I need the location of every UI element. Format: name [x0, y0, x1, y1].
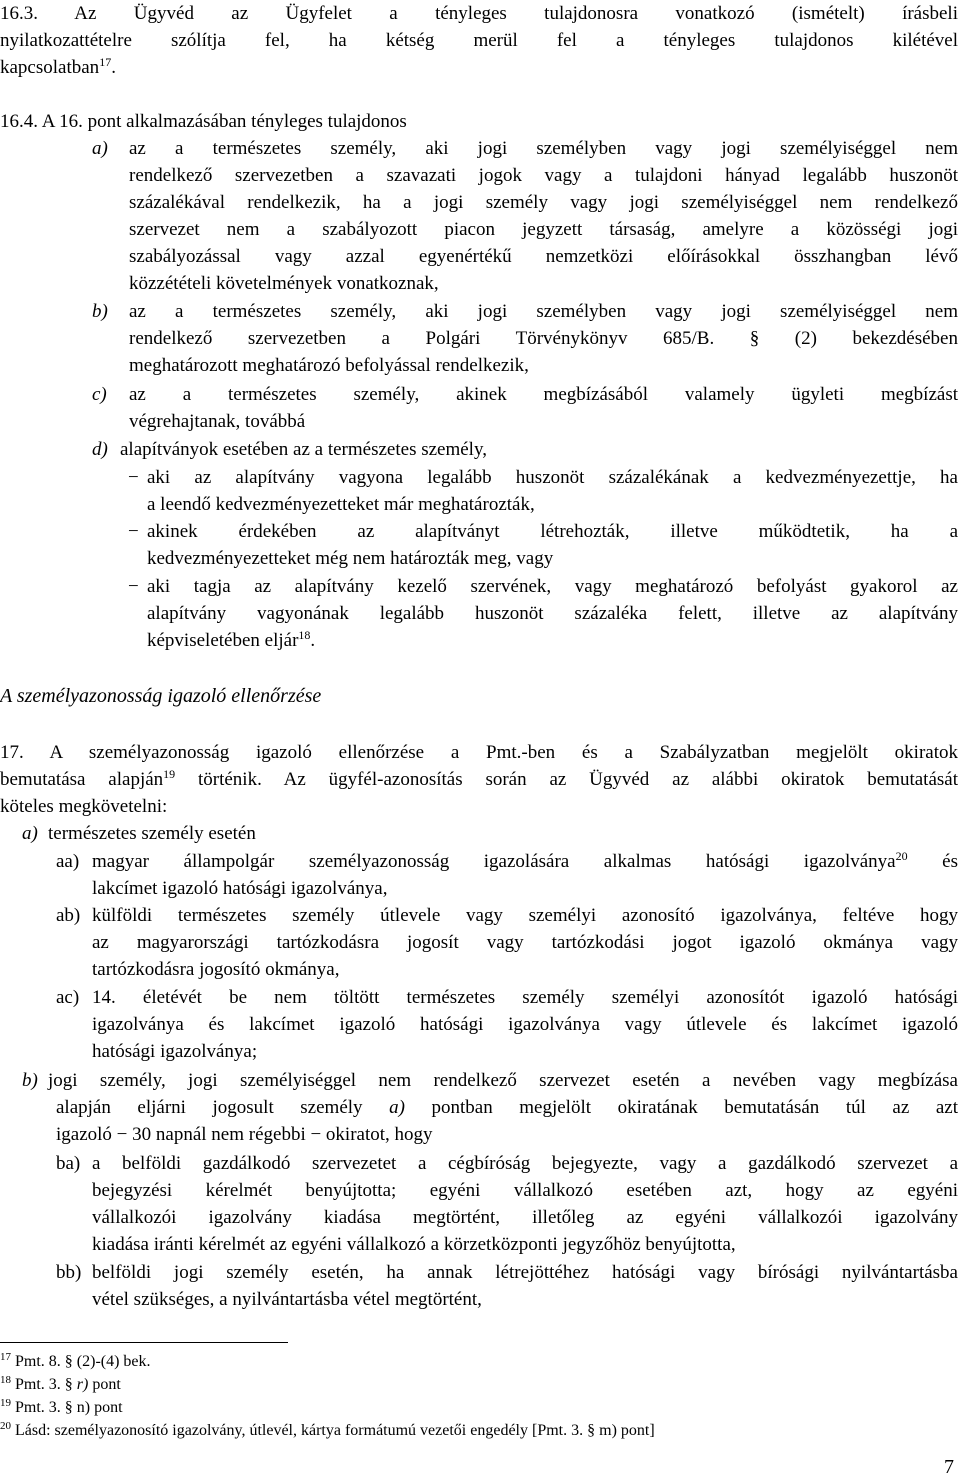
item-aa-line1 [92, 848, 958, 875]
item-17b-line3: igazoló − 30 napnál nem régebbi − okiratot, hogy [56, 1124, 433, 1145]
paragraph-17-line2-a: bemutatása alapján [0, 769, 164, 790]
paragraph-17-line2 [0, 766, 958, 793]
footnote-ref-17: 17 [99, 55, 112, 69]
item-aa-line2: lakcímet igazoló hatósági igazolványa, [92, 878, 388, 899]
item-a-line4: szervezet nem a szabályozott piacon jegyzett társaság, amelyre a közösségi jogi [129, 219, 958, 240]
list-label-ab: ab) [56, 905, 81, 926]
item-ab-line3: tartózkodásra jogosító okmánya, [92, 959, 340, 980]
item-ac-line3: hatósági igazolványa; [92, 1041, 258, 1062]
item-ba-line2: bejegyzési kérelmét benyújtotta; egyéni vállalkozó esetében azt, hogy az egyéni [92, 1180, 958, 1201]
item-ac-line1: 14. életévét be nem töltött természetes személy személyi azonosítót igazoló hatósági [92, 987, 958, 1008]
footnote-17-text: Pmt. 8. § (2)-(4) bek. [11, 1353, 151, 1370]
list-label-ba: ba) [56, 1153, 81, 1174]
item-d3-line3 [147, 627, 960, 654]
page-number: 7 [944, 1456, 954, 1478]
list-label-bb: bb) [56, 1262, 82, 1283]
item-a-line5: szabályozással vagy azzal egyenértékű nemzetközi előírásokkal összhangban lévő [129, 246, 958, 267]
paragraph-17-line1: 17. A személyazonosság igazoló ellenőrzése a Pmt.-ben és a Szabályzatban megjelölt okiratok [0, 742, 958, 763]
item-aa-line1-end: és [907, 851, 958, 872]
item-17a-text: természetes személy esetén [48, 823, 256, 844]
footnote-19-text: Pmt. 3. § n) pont [11, 1399, 123, 1416]
item-c-line1: az a természetes személy, akinek megbízásából valamely ügyleti megbízást [129, 384, 958, 405]
item-d1-line1: aki az alapítvány vagyona legalább huszonöt százalékának a kedvezményezettje, ha [147, 467, 958, 488]
paragraph-17-line3: köteles megkövetelni: [0, 796, 168, 817]
section-heading: A személyazonosság igazoló ellenőrzése [0, 685, 322, 707]
item-d-line1: alapítványok esetében az a természetes személy, [120, 439, 487, 460]
footnote-20 [0, 1420, 655, 1442]
footnote-18-number: 18 [0, 1374, 11, 1386]
footnote-18-text-b: r) [76, 1376, 89, 1393]
dash-bullet-3: − [128, 576, 139, 597]
list-label-d: d) [92, 439, 108, 460]
item-17b-line2-a: alapján eljárni jogosult személy [56, 1097, 363, 1118]
list-label-17b: b) [22, 1070, 38, 1091]
paragraph-16-3-text: kapcsolatban [0, 57, 100, 78]
paragraph-16-3-line2: nyilatkozattételre szólítja fel, ha kétség merül fel a tényleges tulajdonos kilétével [0, 30, 958, 51]
item-d2-line2: kedvezményezetteket még nem határozták meg, vagy [147, 548, 554, 569]
footnote-19 [0, 1397, 123, 1419]
footnote-separator [0, 1342, 288, 1343]
footnote-18 [0, 1374, 121, 1396]
footnote-20-number: 20 [0, 1420, 11, 1432]
item-b-line3: meghatározott meghatározó befolyással rendelkezik, [129, 355, 529, 376]
item-d3-text: képviseletében eljár [147, 630, 299, 651]
item-17b-line2-b: pontban megjelölt okiratának bemutatásán túl az azt [431, 1097, 958, 1118]
item-ba-line4: kiadása iránti kérelmét az egyéni vállalkozó a körzetközponti jegyzőhöz benyújtotta, [92, 1234, 736, 1255]
item-ab-line2: az magyarországi tartózkodásra jogosít vagy tartózkodási jogot igazoló okmánya vagy [92, 932, 958, 953]
list-label-aa: aa) [56, 851, 80, 872]
item-ab-line1: külföldi természetes személy útlevele vagy személyi azonosító igazolványa, feltéve hogy [92, 905, 958, 926]
paragraph-16-3-line1: 16.3. Az Ügyvéd az Ügyfelet a tényleges tulajdonosra vonatkozó (ismételt) írásbeli [0, 3, 958, 24]
list-label-c: c) [92, 384, 107, 405]
footnote-ref-20: 20 [895, 849, 908, 863]
footnote-19-number: 19 [0, 1397, 11, 1409]
item-17b-line2 [56, 1094, 958, 1121]
item-d3-line1: aki tagja az alapítvány kezelő szervének, vagy meghatározó befolyást gyakorol az [147, 576, 958, 597]
item-17b-line2-ref: a) [389, 1097, 405, 1118]
footnote-20-text: Lásd: személyazonosító igazolvány, útlevél, kártya formátumú vezetői engedély [Pmt. 3. § m) pont] [11, 1422, 655, 1439]
item-aa-line1-text: magyar állampolgár személyazonosság igazolására alkalmas hatósági igazolványa [92, 851, 896, 872]
item-a-line6: közzétételi követelmények vonatkoznak, [129, 273, 439, 294]
paragraph-16-3-line3 [0, 54, 960, 81]
item-ba-line1: a belföldi gazdálkodó szervezetet a cégbíróság bejegyezte, vagy a gazdálkodó szervezet a [92, 1153, 958, 1174]
paragraph-16-4-intro: 16.4. A 16. pont alkalmazásában tényleges tulajdonos [0, 111, 407, 132]
footnote-17-number: 17 [0, 1351, 11, 1363]
item-ac-line2: igazolványa és lakcímet igazoló hatósági igazolványa vagy útlevele és lakcímet igazoló [92, 1014, 958, 1035]
dash-bullet-2: − [128, 521, 139, 542]
list-label-ac: ac) [56, 987, 80, 1008]
dash-bullet-1: − [128, 467, 139, 488]
footnote-ref-19: 19 [163, 767, 176, 781]
list-label-a: a) [92, 138, 108, 159]
list-label-17a: a) [22, 823, 38, 844]
item-c-line2: végrehajtanak, továbbá [129, 411, 306, 432]
item-d1-line2: a leendő kedvezményezetteket már meghatározták, [147, 494, 535, 515]
footnote-18-text-c: pont [88, 1376, 121, 1393]
item-a-line3: százalékával rendelkezik, ha a jogi személy vagy jogi személyiséggel nem rendelkező [129, 192, 958, 213]
paragraph-17-line2-b: történik. Az ügyfél-azonosítás során az Ügyvéd az alábbi okiratok bemutatását [175, 769, 958, 790]
item-bb-line1: belföldi jogi személy esetén, ha annak létrejöttéhez hatósági vagy bírósági nyilvántartásba [92, 1262, 958, 1283]
item-a-line2: rendelkező szervezetben a szavazati jogok vagy a tulajdoni hányad legalább huszonöt [129, 165, 958, 186]
item-a-line1: az a természetes személy, aki jogi személyben vagy jogi személyiséggel nem [129, 138, 958, 159]
item-d3-line2: alapítvány vagyonának legalább huszonöt százaléka felett, illetve az alapítvány [147, 603, 958, 624]
item-bb-line2: vétel szükséges, a nyilvántartásba vétel megtörtént, [92, 1289, 482, 1310]
item-d2-line1: akinek érdekében az alapítványt létrehozták, illetve működtetik, ha a [147, 521, 958, 542]
footnote-18-text-a: Pmt. 3. § [11, 1376, 77, 1393]
footnote-17 [0, 1351, 151, 1373]
footnote-ref-18: 18 [298, 628, 311, 642]
list-label-b: b) [92, 301, 108, 322]
paragraph-16-3-end: . [111, 57, 116, 78]
item-b-line1: az a természetes személy, aki jogi személyben vagy jogi személyiséggel nem [129, 301, 958, 322]
item-ba-line3: vállalkozói igazolvány kiadása megtörtént, illetőleg az egyéni vállalkozói igazolvány [92, 1207, 958, 1228]
item-d3-end: . [310, 630, 316, 651]
item-17b-line1: jogi személy, jogi személyiséggel nem rendelkező szervezet esetén a nevében vagy megbízása [48, 1070, 958, 1091]
item-b-line2: rendelkező szervezetben a Polgári Törvénykönyv 685/B. § (2) bekezdésében [129, 328, 958, 349]
